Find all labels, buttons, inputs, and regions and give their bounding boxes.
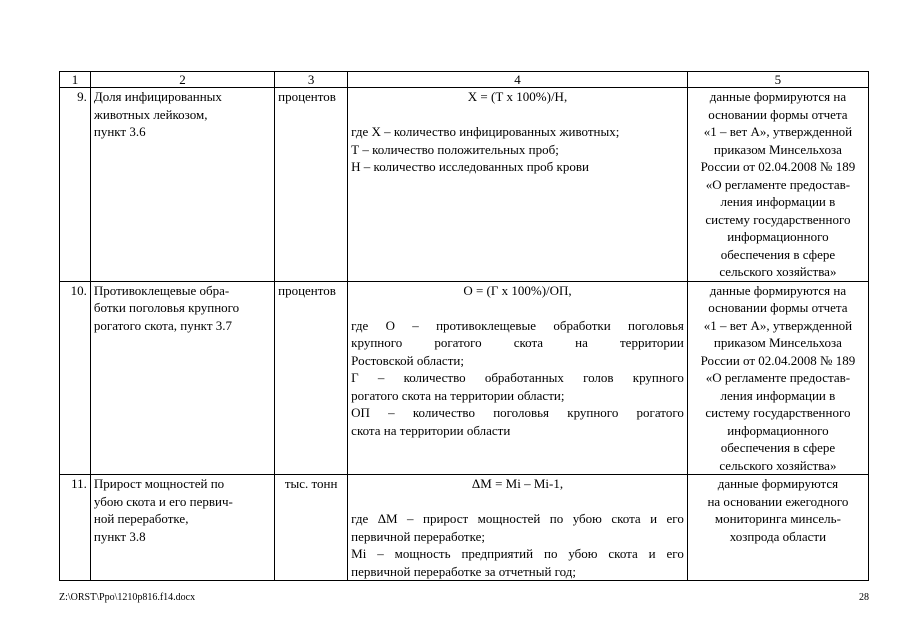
table-row xyxy=(60,475,869,581)
row-number: 10. xyxy=(60,281,91,475)
header-cell: 4 xyxy=(348,72,688,88)
indicator-name: Доля инфицированных животных лейкозом, пункт 3.6 xyxy=(90,88,274,282)
table-header-row xyxy=(60,72,869,88)
header-cell: 5 xyxy=(687,72,868,88)
indicators-table xyxy=(59,71,869,581)
row-number: 9. xyxy=(60,88,91,282)
data-source: данные формируются на основании формы отчета «1 – вет А», утвержденной приказом Минсельхоза России от 02.04.2008 № 189 «О регламенте предостав- ления информации в систему государственного информационного обеспечения в сфере сельского хозяйства» xyxy=(687,88,868,282)
table-row xyxy=(60,281,869,475)
indicator-name: Прирост мощностей по убою скота и его первич- ной переработке, пункт 3.8 xyxy=(90,475,274,581)
data-source: данные формируются на основании формы отчета «1 – вет А», утвержденной приказом Минсельхоза России от 02.04.2008 № 189 «О регламенте предостав- ления информации в систему государственного информационного обеспечения в сфере сельского хозяйства» xyxy=(687,281,868,475)
header-cell: 2 xyxy=(90,72,274,88)
formula: Х = (Т х 100%)/Н, xyxy=(467,89,568,104)
table-row xyxy=(60,88,869,282)
row-number: 11. xyxy=(60,475,91,581)
unit: тыс. тонн xyxy=(275,475,348,581)
header-cell: 3 xyxy=(275,72,348,88)
header-cell: 1 xyxy=(60,72,91,88)
formula-cell: Х = (Т х 100%)/Н, где Х – количество инфицированных животных; Т – количество положительных проб; Н – количество исследованных проб крови xyxy=(348,88,688,282)
unit: процентов xyxy=(275,281,348,475)
formula-cell: О = (Г х 100%)/ОП, где О – противоклещевые обработки поголовья крупного рогатого скота на территории Ростовской области; Г – количество обработанных голов крупного рогатого скота на территории области; ОП – количество поголовья крупного рогатого скота на территории области xyxy=(348,281,688,475)
formula: ΔМ = Мi – Мi-1, xyxy=(471,476,564,491)
page-number: 28 xyxy=(859,592,869,603)
file-path: Z:\ORST\Ppo\1210p816.f14.docx xyxy=(59,592,196,603)
indicator-name: Противоклещевые обра- ботки поголовья крупного рогатого скота, пункт 3.7 xyxy=(90,281,274,475)
formula: О = (Г х 100%)/ОП, xyxy=(463,282,572,298)
formula-cell: ΔМ = Мi – Мi-1, где ΔМ – прирост мощностей по убою скота и его первичной переработке; Мi – мощность предприятий по убою скота и его первичной переработке за отчетный год; xyxy=(348,475,688,581)
data-source: данные формируются на основании ежегодного мониторинга минсель- хозпрода области xyxy=(687,475,868,581)
unit: процентов xyxy=(275,88,348,282)
